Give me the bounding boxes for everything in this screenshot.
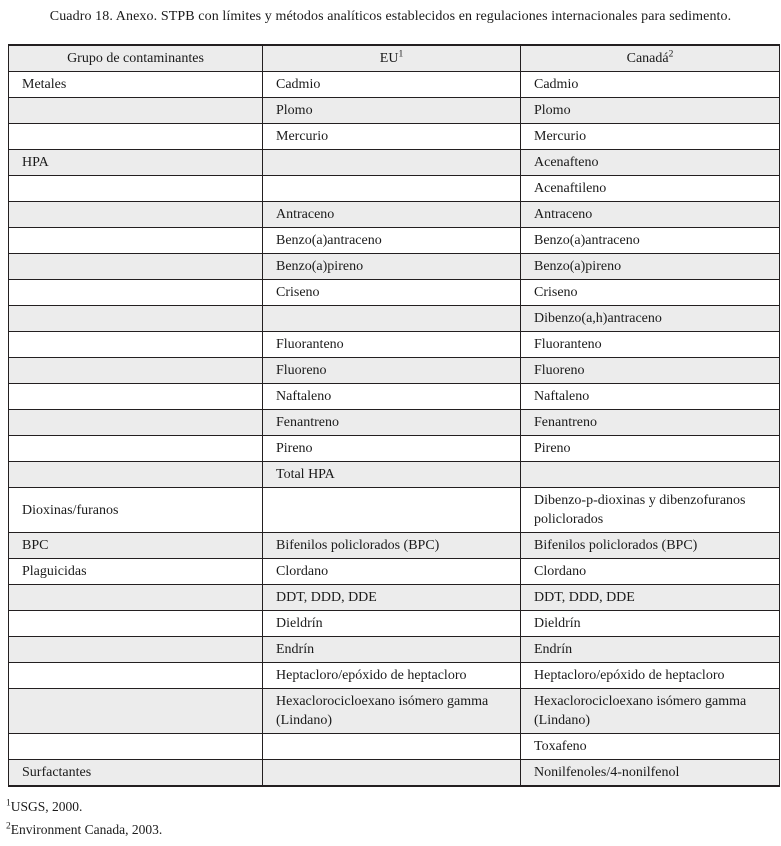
cell-eu: Clordano (263, 559, 521, 585)
table-row (9, 384, 780, 410)
table-row (9, 228, 780, 254)
cell-canada: Benzo(a)pireno (521, 254, 780, 280)
cell-grupo: BPC (9, 533, 263, 559)
cell-canada: Fluoranteno (521, 332, 780, 358)
cell-grupo (9, 663, 263, 689)
table-row (9, 462, 780, 488)
cell-canada: Fenantreno (521, 410, 780, 436)
cell-eu: Fluoreno (263, 358, 521, 384)
cell-eu: Fluoranteno (263, 332, 521, 358)
col-header-grupo-label: Grupo de contaminantes (67, 51, 204, 66)
table-row (9, 488, 780, 533)
footnote-environment-canada-sup: 2 (6, 821, 11, 831)
cell-canada: Endrín (521, 637, 780, 663)
cell-grupo (9, 98, 263, 124)
table-row (9, 150, 780, 176)
cell-canada: Heptacloro/epóxido de heptacloro (521, 663, 780, 689)
cell-eu: Antraceno (263, 202, 521, 228)
cell-grupo (9, 332, 263, 358)
table-row (9, 176, 780, 202)
cell-grupo (9, 228, 263, 254)
cell-eu (263, 176, 521, 202)
table-row (9, 358, 780, 384)
table-row (9, 436, 780, 462)
col-header-eu (263, 45, 521, 72)
cell-grupo (9, 176, 263, 202)
cell-canada: Bifenilos policlorados (BPC) (521, 533, 780, 559)
cell-canada: Hexaclorocicloexano isómero gamma (Lindano) (521, 689, 780, 734)
cell-canada: Acenafteno (521, 150, 780, 176)
cell-canada: Criseno (521, 280, 780, 306)
footnote-usgs (6, 796, 162, 819)
footnote-usgs-text: USGS, 2000. (10, 799, 83, 814)
cell-canada: Clordano (521, 559, 780, 585)
cell-eu: Fenantreno (263, 410, 521, 436)
footnote-usgs-sup: 1 (6, 798, 11, 809)
cell-grupo (9, 384, 263, 410)
table-row (9, 254, 780, 280)
col-header-eu-label: EU (379, 51, 399, 66)
cell-eu: DDT, DDD, DDE (263, 585, 521, 611)
cell-grupo: Metales (9, 72, 263, 98)
cell-eu: Pireno (263, 436, 521, 462)
cell-grupo (9, 585, 263, 611)
cell-eu (263, 306, 521, 332)
cell-canada: Antraceno (521, 202, 780, 228)
cell-grupo (9, 306, 263, 332)
table-row (9, 280, 780, 306)
table-row (9, 689, 780, 734)
cell-canada: Dibenzo(a,h)antraceno (521, 306, 780, 332)
table-row (9, 72, 780, 98)
cell-grupo: Surfactantes (9, 760, 263, 787)
cell-grupo (9, 254, 263, 280)
cell-grupo (9, 689, 263, 734)
col-header-grupo (9, 45, 263, 72)
cell-canada: Mercurio (521, 124, 780, 150)
cell-canada: Naftaleno (521, 384, 780, 410)
footnotes (6, 796, 162, 841)
cell-grupo: HPA (9, 150, 263, 176)
cell-canada: Pireno (521, 436, 780, 462)
cell-grupo (9, 462, 263, 488)
cell-canada: Dibenzo-p-dioxinas y dibenzofuranos policlorados (521, 488, 780, 533)
contaminants-table (8, 44, 780, 787)
cell-eu: Naftaleno (263, 384, 521, 410)
cell-grupo: Plaguicidas (9, 559, 263, 585)
cell-canada: Benzo(a)antraceno (521, 228, 780, 254)
cell-grupo (9, 611, 263, 637)
cell-grupo: Dioxinas/furanos (9, 488, 263, 533)
cell-eu: Hexaclorocicloexano isómero gamma (Lindano) (263, 689, 521, 734)
footnote-environment-canada-text: Environment Canada, 2003. (10, 821, 163, 837)
cell-eu: Criseno (263, 280, 521, 306)
header-row (9, 45, 780, 72)
cell-grupo (9, 280, 263, 306)
cell-eu: Mercurio (263, 124, 521, 150)
table-row (9, 410, 780, 436)
cell-grupo (9, 410, 263, 436)
cell-eu (263, 488, 521, 533)
cell-eu (263, 734, 521, 760)
cell-eu: Total HPA (263, 462, 521, 488)
cell-canada: Acenaftileno (521, 176, 780, 202)
footnote-environment-canada (6, 819, 162, 842)
col-header-canada-sup: 2 (668, 49, 674, 60)
table-caption: Cuadro 18. Anexo. STPB con límites y métodos analíticos establecidos en regulaciones internacionales para sedimento. (49, 9, 732, 24)
cell-canada: Fluoreno (521, 358, 780, 384)
cell-grupo (9, 202, 263, 228)
table-row (9, 98, 780, 124)
cell-canada: DDT, DDD, DDE (521, 585, 780, 611)
cell-grupo (9, 734, 263, 760)
table-row (9, 124, 780, 150)
cell-canada: Plomo (521, 98, 780, 124)
table-row (9, 734, 780, 760)
cell-canada: Cadmio (521, 72, 780, 98)
table-row (9, 611, 780, 637)
table-row (9, 332, 780, 358)
cell-grupo (9, 358, 263, 384)
table-row (9, 306, 780, 332)
table-row (9, 663, 780, 689)
cell-eu: Endrín (263, 637, 521, 663)
table-row (9, 585, 780, 611)
cell-eu: Bifenilos policlorados (BPC) (263, 533, 521, 559)
cell-eu: Benzo(a)antraceno (263, 228, 521, 254)
cell-grupo (9, 637, 263, 663)
cell-eu: Plomo (263, 98, 521, 124)
cell-canada: Nonilfenoles/4-nonilfenol (521, 760, 780, 787)
cell-eu: Cadmio (263, 72, 521, 98)
table-row (9, 637, 780, 663)
cell-eu: Benzo(a)pireno (263, 254, 521, 280)
cell-eu: Dieldrín (263, 611, 521, 637)
cell-eu (263, 150, 521, 176)
col-header-canada-label: Canadá (626, 51, 669, 66)
table-row (9, 559, 780, 585)
cell-canada (521, 462, 780, 488)
table-row (9, 533, 780, 559)
cell-canada: Toxafeno (521, 734, 780, 760)
table-row (9, 760, 780, 787)
col-header-canada (521, 45, 780, 72)
cell-grupo (9, 436, 263, 462)
cell-eu: Heptacloro/epóxido de heptacloro (263, 663, 521, 689)
table-row (9, 202, 780, 228)
cell-eu (263, 760, 521, 787)
table-header (9, 45, 780, 72)
table-body (9, 72, 780, 787)
cell-canada: Dieldrín (521, 611, 780, 637)
col-header-eu-sup: 1 (398, 49, 404, 60)
cell-grupo (9, 124, 263, 150)
